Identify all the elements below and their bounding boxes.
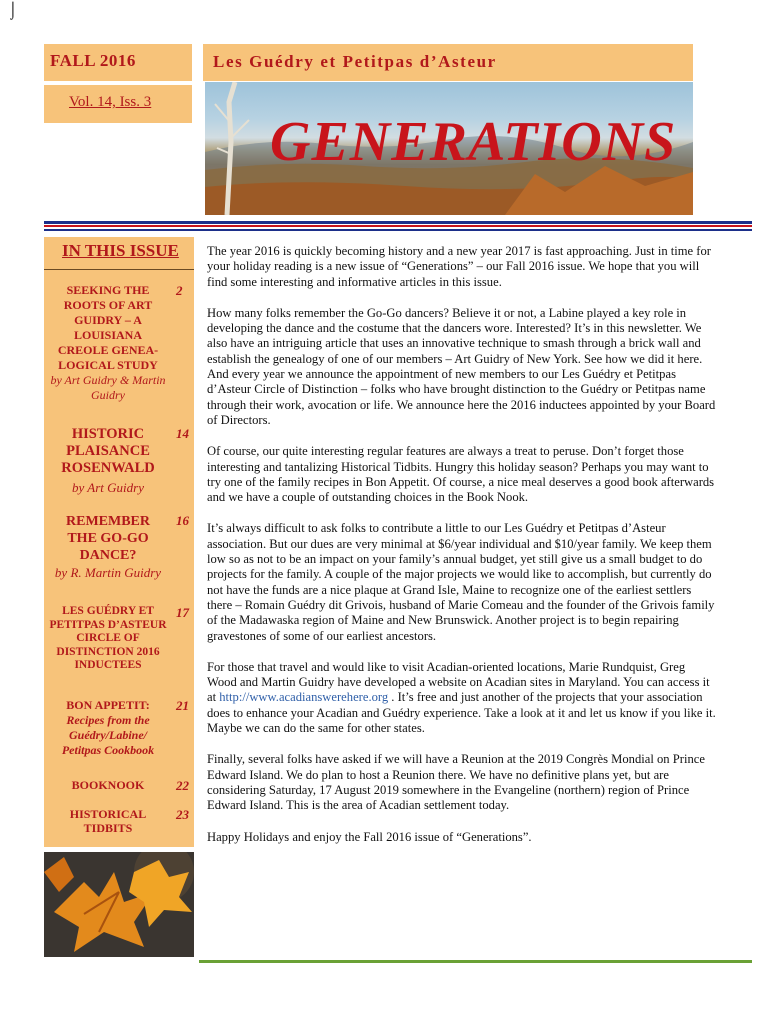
body-paragraph: The year 2016 is quickly becoming history and a new year 2017 is fast approaching. Just in time for your holiday reading is a new issue of “Generations” – our Fall 2016 issue. We hope that you will find some interesting and informative articles in this issue. — [207, 244, 711, 289]
toc-item-byline: Recipes from the Guédry/Labine/ Petitpas Cookbook — [61, 713, 155, 757]
body-text-segment: . It’s free and just another of the projects that your association does to enhance your Acadian and Guédry experience. Take a look at it and let us know if you like it. Maybe we can do the same for other states. — [207, 690, 716, 736]
body-paragraph: Of course, our quite interesting regular features are always a treat to peruse. Don’t forget those interesting and tantalizing Historical Tidbits. Hungry this holiday season? Perhaps you may want to try one of the family recipes in Bon Appetit. Of course, a nice meal deserves a good book afterwards and we have a couple of outstanding choices in the Book Nook. — [207, 444, 715, 505]
body-paragraph: Finally, several folks have asked if we will have a Reunion at the 2019 Congrès Mondial on Prince Edward Island. We do plan to host a Reunion there. We have no definitive plans yet, but are considering Saturday, 17 August 2019 somewhere in the Evangeline (northern) region of Prince Edward Island. This is the area of Acadian settlement today. — [207, 752, 705, 813]
newsletter-title: GENERATIONS — [270, 111, 677, 173]
toc-page-number: 16 — [176, 513, 189, 528]
body-paragraph: Happy Holidays and enjoy the Fall 2016 issue of “Generations”. — [207, 829, 532, 844]
header-rule-blue — [44, 221, 752, 224]
toc-item-title: LES GUÉDRY ET PETITPAS D’ASTEUR CIRCLE OF DISTINCTION 2016 INDUCTEES — [49, 605, 167, 671]
toc-heading: IN THIS ISSUE — [62, 241, 179, 260]
header-rule-blue-2 — [44, 229, 752, 231]
toc-item-byline: by Art Guidry — [72, 480, 144, 495]
toc-item-title: SEEKING THE ROOTS OF ART GUIDRY – A LOUISIANA CREOLE GENEA-LOGICAL STUDY — [57, 283, 159, 372]
season-box — [44, 44, 192, 81]
toc-item-title: REMEMBER THE GO-GO DANCE? — [66, 514, 150, 563]
toc-item[interactable] — [54, 513, 162, 581]
toc-item-byline: by R. Martin Guidry — [54, 565, 162, 580]
toc-item-title: HISTORICAL TIDBITS — [69, 807, 147, 835]
season-label: FALL 2016 — [50, 51, 136, 70]
toc-page-number: 17 — [176, 605, 189, 620]
toc-item-byline: by Art Guidry & Martin Guidry — [50, 373, 166, 402]
toc-item[interactable] — [48, 283, 168, 403]
autumn-leaves-image — [44, 852, 194, 957]
toc-item-title: BON APPETIT: — [66, 698, 150, 712]
editorial-body — [207, 244, 717, 861]
toc-page-number: 21 — [176, 698, 189, 713]
toc-page-number: 23 — [176, 807, 189, 822]
footer-rule — [199, 960, 752, 963]
toc-item[interactable] — [54, 426, 162, 496]
toc-sidebar — [44, 237, 194, 847]
toc-item[interactable] — [48, 807, 168, 835]
toc-item[interactable] — [48, 605, 168, 673]
toc-page-number: 2 — [176, 283, 183, 298]
org-title-box — [203, 44, 693, 81]
toc-page-number: 14 — [176, 426, 189, 441]
body-paragraph — [207, 660, 717, 736]
toc-page-number: 22 — [176, 778, 189, 793]
body-paragraph: It’s always difficult to ask folks to contribute a little to our Les Guédry et Petitpas d’Asteur association. But our dues are very minimal at $6/year individual and $10/year family. We keep them low so as not to be an impact on your family’s annual budget, yet still give us a small budget to do projects for the family. A couple of the major projects we would like to accomplish, but currently do not have the funds are a nice plaque at Grand Isle, Maine to recognize one of the earliest settlers there – Romain Guédry dit Grivois, husband of Marie Comeau and the founder of the Grivois family of the Madawaska region of Maine and New Brunswick. Another project is to begin repairing gravestones of some of our earliest ancestors. — [207, 521, 715, 643]
toc-item[interactable] — [48, 698, 168, 758]
header-rule-red — [44, 225, 752, 227]
toc-divider — [44, 269, 194, 270]
volume-box — [44, 85, 192, 123]
org-title: Les Guédry et Petitpas d’Asteur — [213, 52, 497, 71]
corner-mark: ⌡ — [8, 2, 18, 19]
website-link[interactable]: http://www.acadianswerehere.org — [219, 690, 389, 705]
body-paragraph: How many folks remember the Go-Go dancers? Believe it or not, a Labine played a key role in developing the dance and the costume that the dancers wore. Interested? It’s in this newsletter. We also have an intriguing article that uses an innovative technique to smash through a brick wall and establish the genealogy of one of our members – Art Guidry of New York. See how we did it here. And every year we announce the appointment of new members to our Les Guédry et Petitpas d’Asteur Circle of Distinction – folks who have brought distinction to the Guédry or Petitpas name through their work, avocation or life. We announce here the 2016 inductees appointed by your Board of Directors. — [207, 305, 716, 427]
toc-item[interactable] — [48, 778, 168, 793]
body-text-segment: For those that travel and would like to visit Acadian-oriented locations, Marie Rundquist, Greg Wood and Martin Guidry have developed a website on Acadian sites in Maryland. You can access it at — [207, 659, 710, 705]
toc-item-title: BOOKNOOK — [71, 778, 145, 792]
volume-label: Vol. 14, Iss. 3 — [69, 94, 152, 110]
toc-item-title: HISTORIC PLAISANCE ROSENWALD — [61, 426, 155, 476]
